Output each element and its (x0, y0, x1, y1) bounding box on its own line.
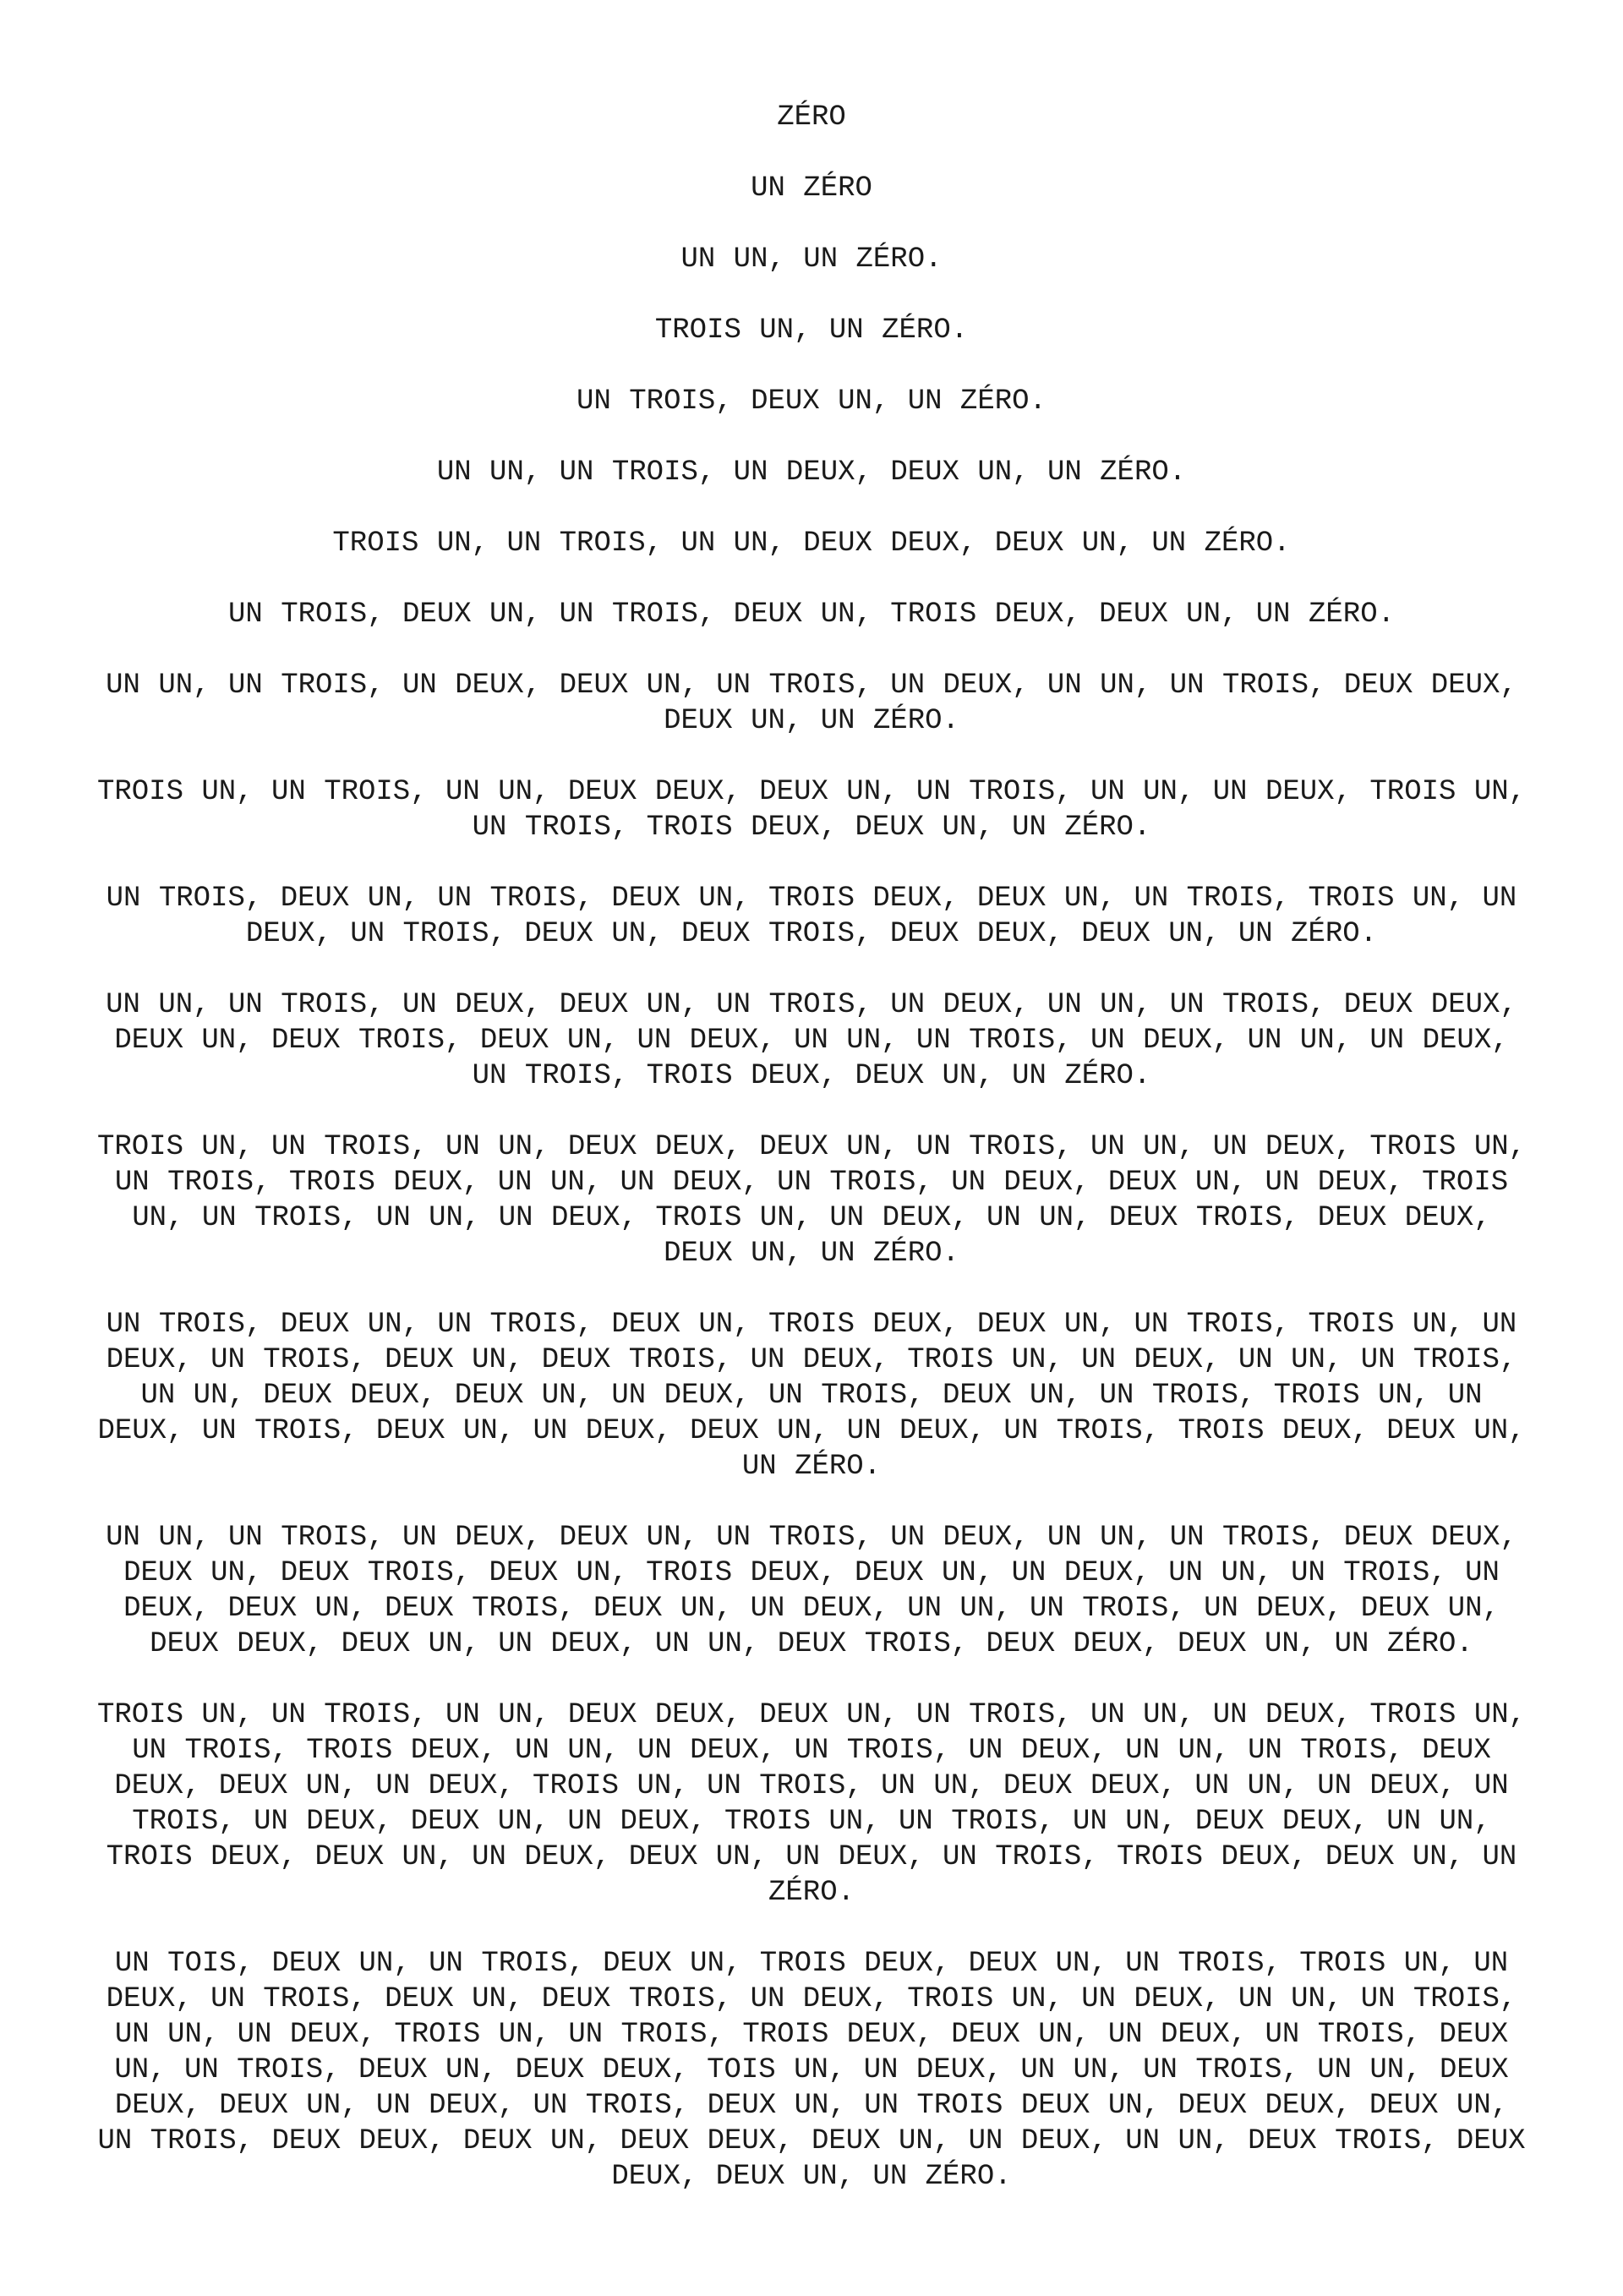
stanza: UN UN, UN ZÉRO. (680, 243, 943, 276)
stanza: UN UN, UN TROIS, UN DEUX, DEUX UN, UN TROIS, UN DEUX, UN UN, UN TROIS, DEUX DEUX, DEUX UN, DEUX TROIS, DEUX UN, TROIS DEUX, DEUX UN, UN DEUX, UN UN, UN TROIS, UN DEUX, DEUX UN, DEUX TROIS, DEUX UN, UN DEUX, UN UN, UN TROIS, UN DEUX, DEUX UN, DEUX DEUX, DEUX UN, UN DEUX, UN UN, DEUX TROIS, DEUX DEUX, DEUX UN, UN ZÉRO. (106, 1522, 1517, 1660)
stanza: TROIS UN, UN TROIS, UN UN, DEUX DEUX, DEUX UN, UN TROIS, UN UN, UN DEUX, TROIS UN, UN TROIS, TROIS DEUX, UN UN, UN DEUX, UN TROIS, UN DEUX, UN UN, UN TROIS, DEUX DEUX, DEUX UN, UN DEUX, TROIS UN, UN TROIS, UN UN, DEUX DEUX, UN UN, UN DEUX, UN TROIS, UN DEUX, DEUX UN, UN DEUX, TROIS UN, UN TROIS, UN UN, DEUX DEUX, UN UN, TROIS DEUX, DEUX UN, UN DEUX, DEUX UN, UN DEUX, UN TROIS, TROIS DEUX, DEUX UN, UN ZÉRO. (96, 1699, 1527, 1909)
stanza: UN UN, UN TROIS, UN DEUX, DEUX UN, UN ZÉRO. (436, 456, 1187, 489)
stanza: TROIS UN, UN ZÉRO. (654, 314, 969, 347)
stanza: UN TROIS, DEUX UN, UN TROIS, DEUX UN, TROIS DEUX, DEUX UN, UN ZÉRO. (227, 599, 1396, 631)
stanza: UN UN, UN TROIS, UN DEUX, DEUX UN, UN TROIS, UN DEUX, UN UN, UN TROIS, DEUX DEUX, DEUX UN, UN ZÉRO. (106, 670, 1517, 737)
stanza: UN ZÉRO (751, 172, 872, 205)
stanza: UN TROIS, DEUX UN, UN ZÉRO. (577, 385, 1046, 418)
stanza: UN TOIS, DEUX UN, UN TROIS, DEUX UN, TROIS DEUX, DEUX UN, UN TROIS, TROIS UN, UN DEUX, UN TROIS, DEUX UN, DEUX TROIS, UN DEUX, TROIS UN, UN DEUX, UN UN, UN TROIS, UN UN, UN DEUX, TROIS UN, UN TROIS, TROIS DEUX, DEUX UN, UN DEUX, UN TROIS, DEUX UN, UN TROIS, DEUX UN, DEUX DEUX, TOIS UN, UN DEUX, UN UN, UN TROIS, UN UN, DEUX DEUX, DEUX UN, UN DEUX, UN TROIS, DEUX UN, UN TROIS DEUX UN, DEUX DEUX, DEUX UN, UN TROIS, DEUX DEUX, DEUX UN, DEUX DEUX, DEUX UN, UN DEUX, UN UN, DEUX TROIS, DEUX DEUX, DEUX UN, UN ZÉRO. (97, 1948, 1526, 2193)
stanza: TROIS UN, UN TROIS, UN UN, DEUX DEUX, DEUX UN, UN TROIS, UN UN, UN DEUX, TROIS UN, UN TROIS, TROIS DEUX, UN UN, UN DEUX, UN TROIS, UN DEUX, DEUX UN, UN DEUX, TROIS UN, UN TROIS, UN UN, UN DEUX, TROIS UN, UN DEUX, UN UN, DEUX TROIS, DEUX DEUX, DEUX UN, UN ZÉRO. (96, 1131, 1527, 1270)
stanza: ZÉRO (777, 101, 846, 134)
stanza: UN TROIS, DEUX UN, UN TROIS, DEUX UN, TROIS DEUX, DEUX UN, UN TROIS, TROIS UN, UN DEUX, UN TROIS, DEUX UN, DEUX TROIS, UN DEUX, TROIS UN, UN DEUX, UN UN, UN TROIS, UN UN, DEUX DEUX, DEUX UN, UN DEUX, UN TROIS, DEUX UN, UN TROIS, TROIS UN, UN DEUX, UN TROIS, DEUX UN, UN DEUX, DEUX UN, UN DEUX, UN TROIS, TROIS DEUX, DEUX UN, UN ZÉRO. (97, 1309, 1526, 1483)
stanza: TROIS UN, UN TROIS, UN UN, DEUX DEUX, DEUX UN, UN ZÉRO. (332, 528, 1291, 560)
stanza: UN UN, UN TROIS, UN DEUX, DEUX UN, UN TROIS, UN DEUX, UN UN, UN TROIS, DEUX DEUX, DEUX UN, DEUX TROIS, DEUX UN, UN DEUX, UN UN, UN TROIS, UN DEUX, UN UN, UN DEUX, UN TROIS, TROIS DEUX, DEUX UN, UN ZÉRO. (106, 989, 1517, 1092)
stanza: UN TROIS, DEUX UN, UN TROIS, DEUX UN, TROIS DEUX, DEUX UN, UN TROIS, TROIS UN, UN DEUX, UN TROIS, DEUX UN, DEUX TROIS, DEUX DEUX, DEUX UN, UN ZÉRO. (106, 883, 1517, 950)
stanza: TROIS UN, UN TROIS, UN UN, DEUX DEUX, DEUX UN, UN TROIS, UN UN, UN DEUX, TROIS UN, UN TROIS, TROIS DEUX, DEUX UN, UN ZÉRO. (96, 776, 1527, 844)
